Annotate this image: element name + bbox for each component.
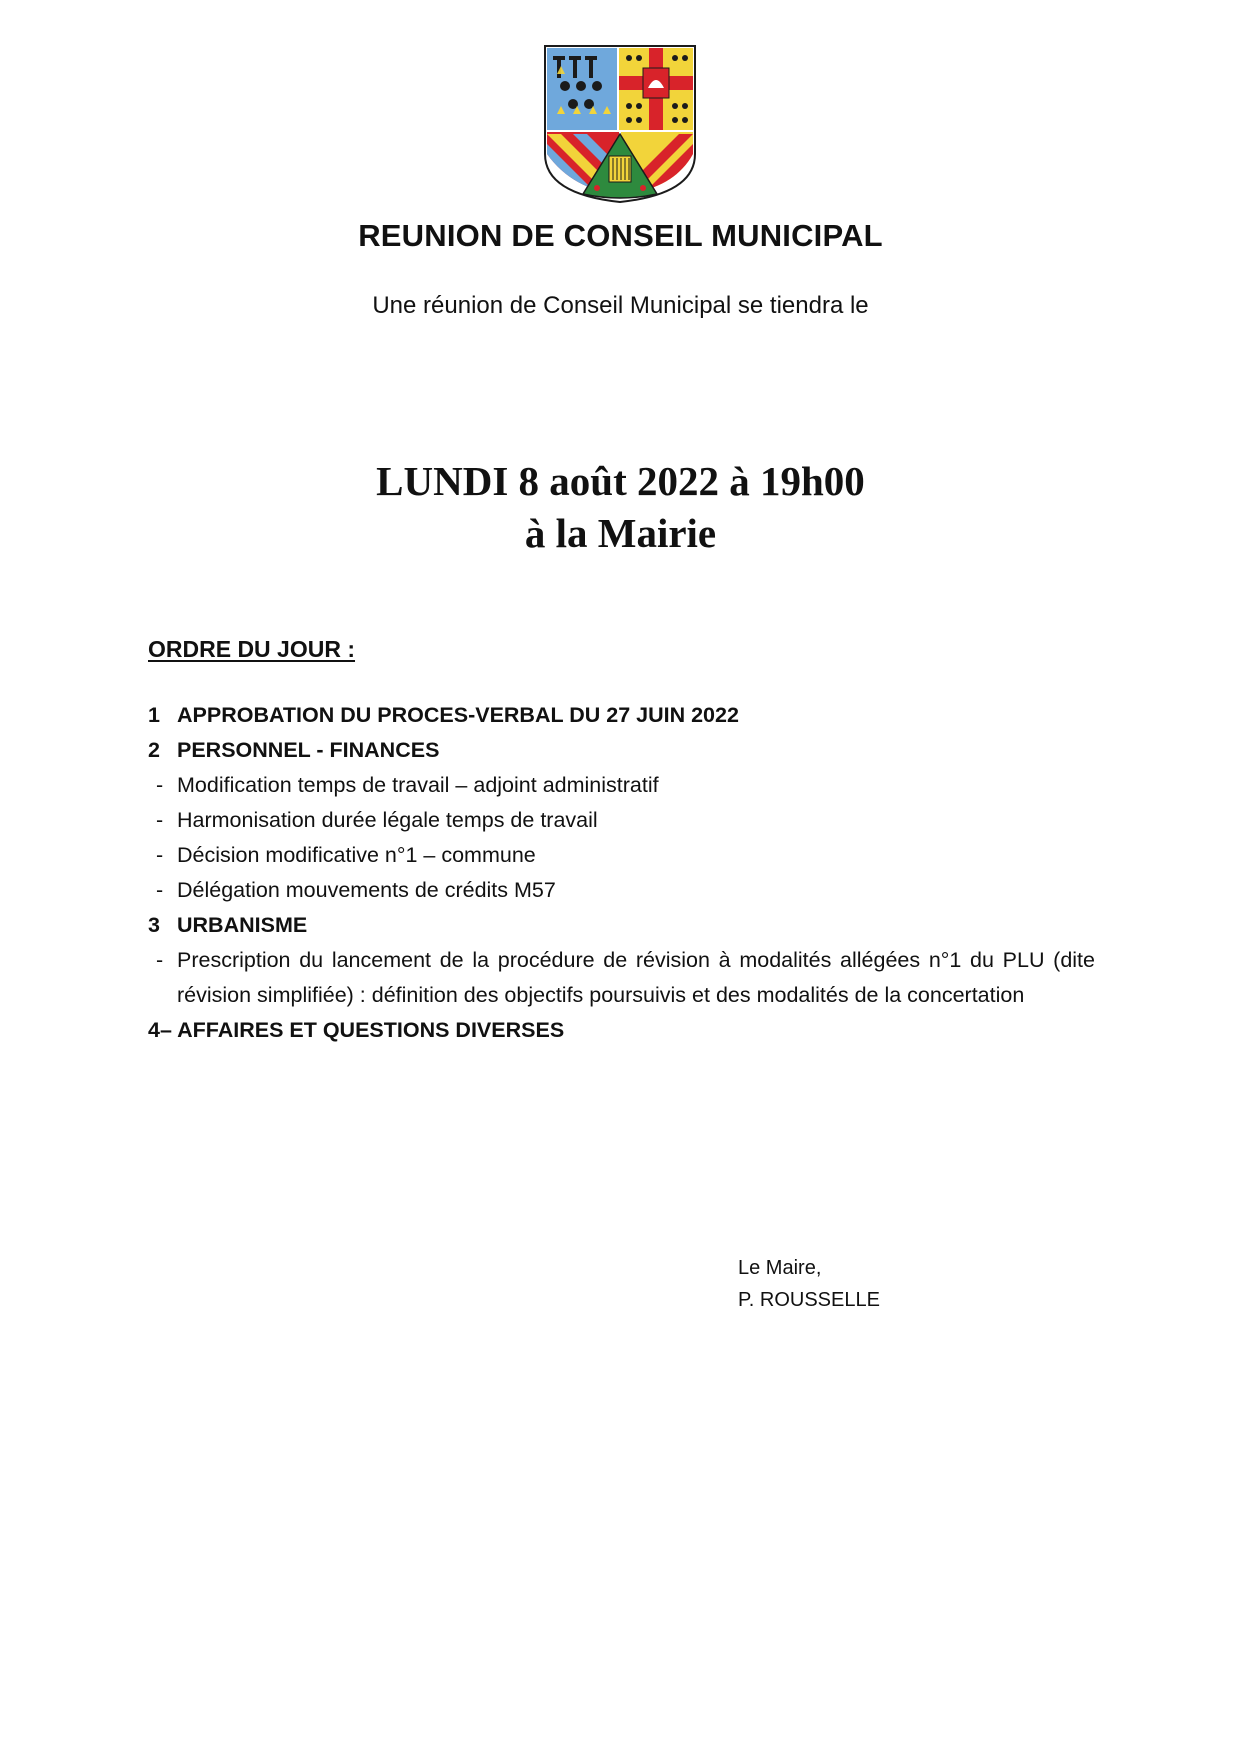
agenda-subitem-dash: - — [156, 773, 164, 797]
agenda-subitem — [148, 803, 1095, 838]
intro-text: Une réunion de Conseil Municipal se tiendra le — [372, 292, 869, 319]
agenda-list — [148, 698, 1095, 1048]
coat-of-arms-image — [543, 44, 697, 204]
agenda-subitem — [148, 838, 1095, 873]
signature-name: P. ROUSSELLE — [738, 1289, 880, 1311]
agenda-subitem-dash: - — [156, 843, 164, 867]
agenda-item — [148, 908, 1095, 943]
agenda-item-number: 2 — [148, 738, 160, 762]
meeting-date: LUNDI 8 août 2022 à 19h00 — [376, 458, 865, 504]
agenda-subitem-text: Décision modificative n°1 – commune — [177, 843, 536, 867]
agenda-subitem-text: Harmonisation durée légale temps de travail — [177, 808, 598, 832]
agenda-subitem-dash: - — [156, 808, 164, 832]
agenda-item-number: 1 — [148, 703, 160, 727]
agenda-item-number: 3 — [148, 913, 160, 937]
agenda-subitem — [148, 943, 1095, 1013]
agenda-item-text: APPROBATION DU PROCES-VERBAL DU 27 JUIN 2022 — [177, 703, 739, 727]
agenda-item-text: URBANISME — [177, 913, 308, 937]
agenda-subitem-dash: - — [156, 948, 164, 972]
agenda-subitem-text: Prescription du lancement de la procédure de révision à modalités allégées n°1 du PLU (dite révision simplifiée) : définition des objectifs poursuivis et des modalités de la concertation — [177, 948, 1095, 1007]
agenda-heading: ORDRE DU JOUR : — [148, 636, 356, 662]
agenda-subitem — [148, 768, 1095, 803]
meeting-place: à la Mairie — [524, 510, 717, 556]
agenda-subitem-text: Délégation mouvements de crédits M57 — [177, 878, 556, 902]
agenda-item — [148, 698, 1095, 733]
signature-role: Le Maire, — [738, 1257, 822, 1279]
agenda-subitem-dash: - — [156, 878, 164, 902]
agenda-subitem-text: Modification temps de travail – adjoint administratif — [177, 773, 659, 797]
agenda-item-text: PERSONNEL - FINANCES — [177, 738, 440, 762]
agenda-item — [148, 733, 1095, 768]
agenda-item — [148, 1013, 1095, 1048]
document-title: REUNION DE CONSEIL MUNICIPAL — [358, 218, 883, 253]
agenda-item-text: 4– AFFAIRES ET QUESTIONS DIVERSES — [148, 1018, 565, 1042]
agenda-subitem — [148, 873, 1095, 908]
signature-block — [738, 1252, 880, 1316]
